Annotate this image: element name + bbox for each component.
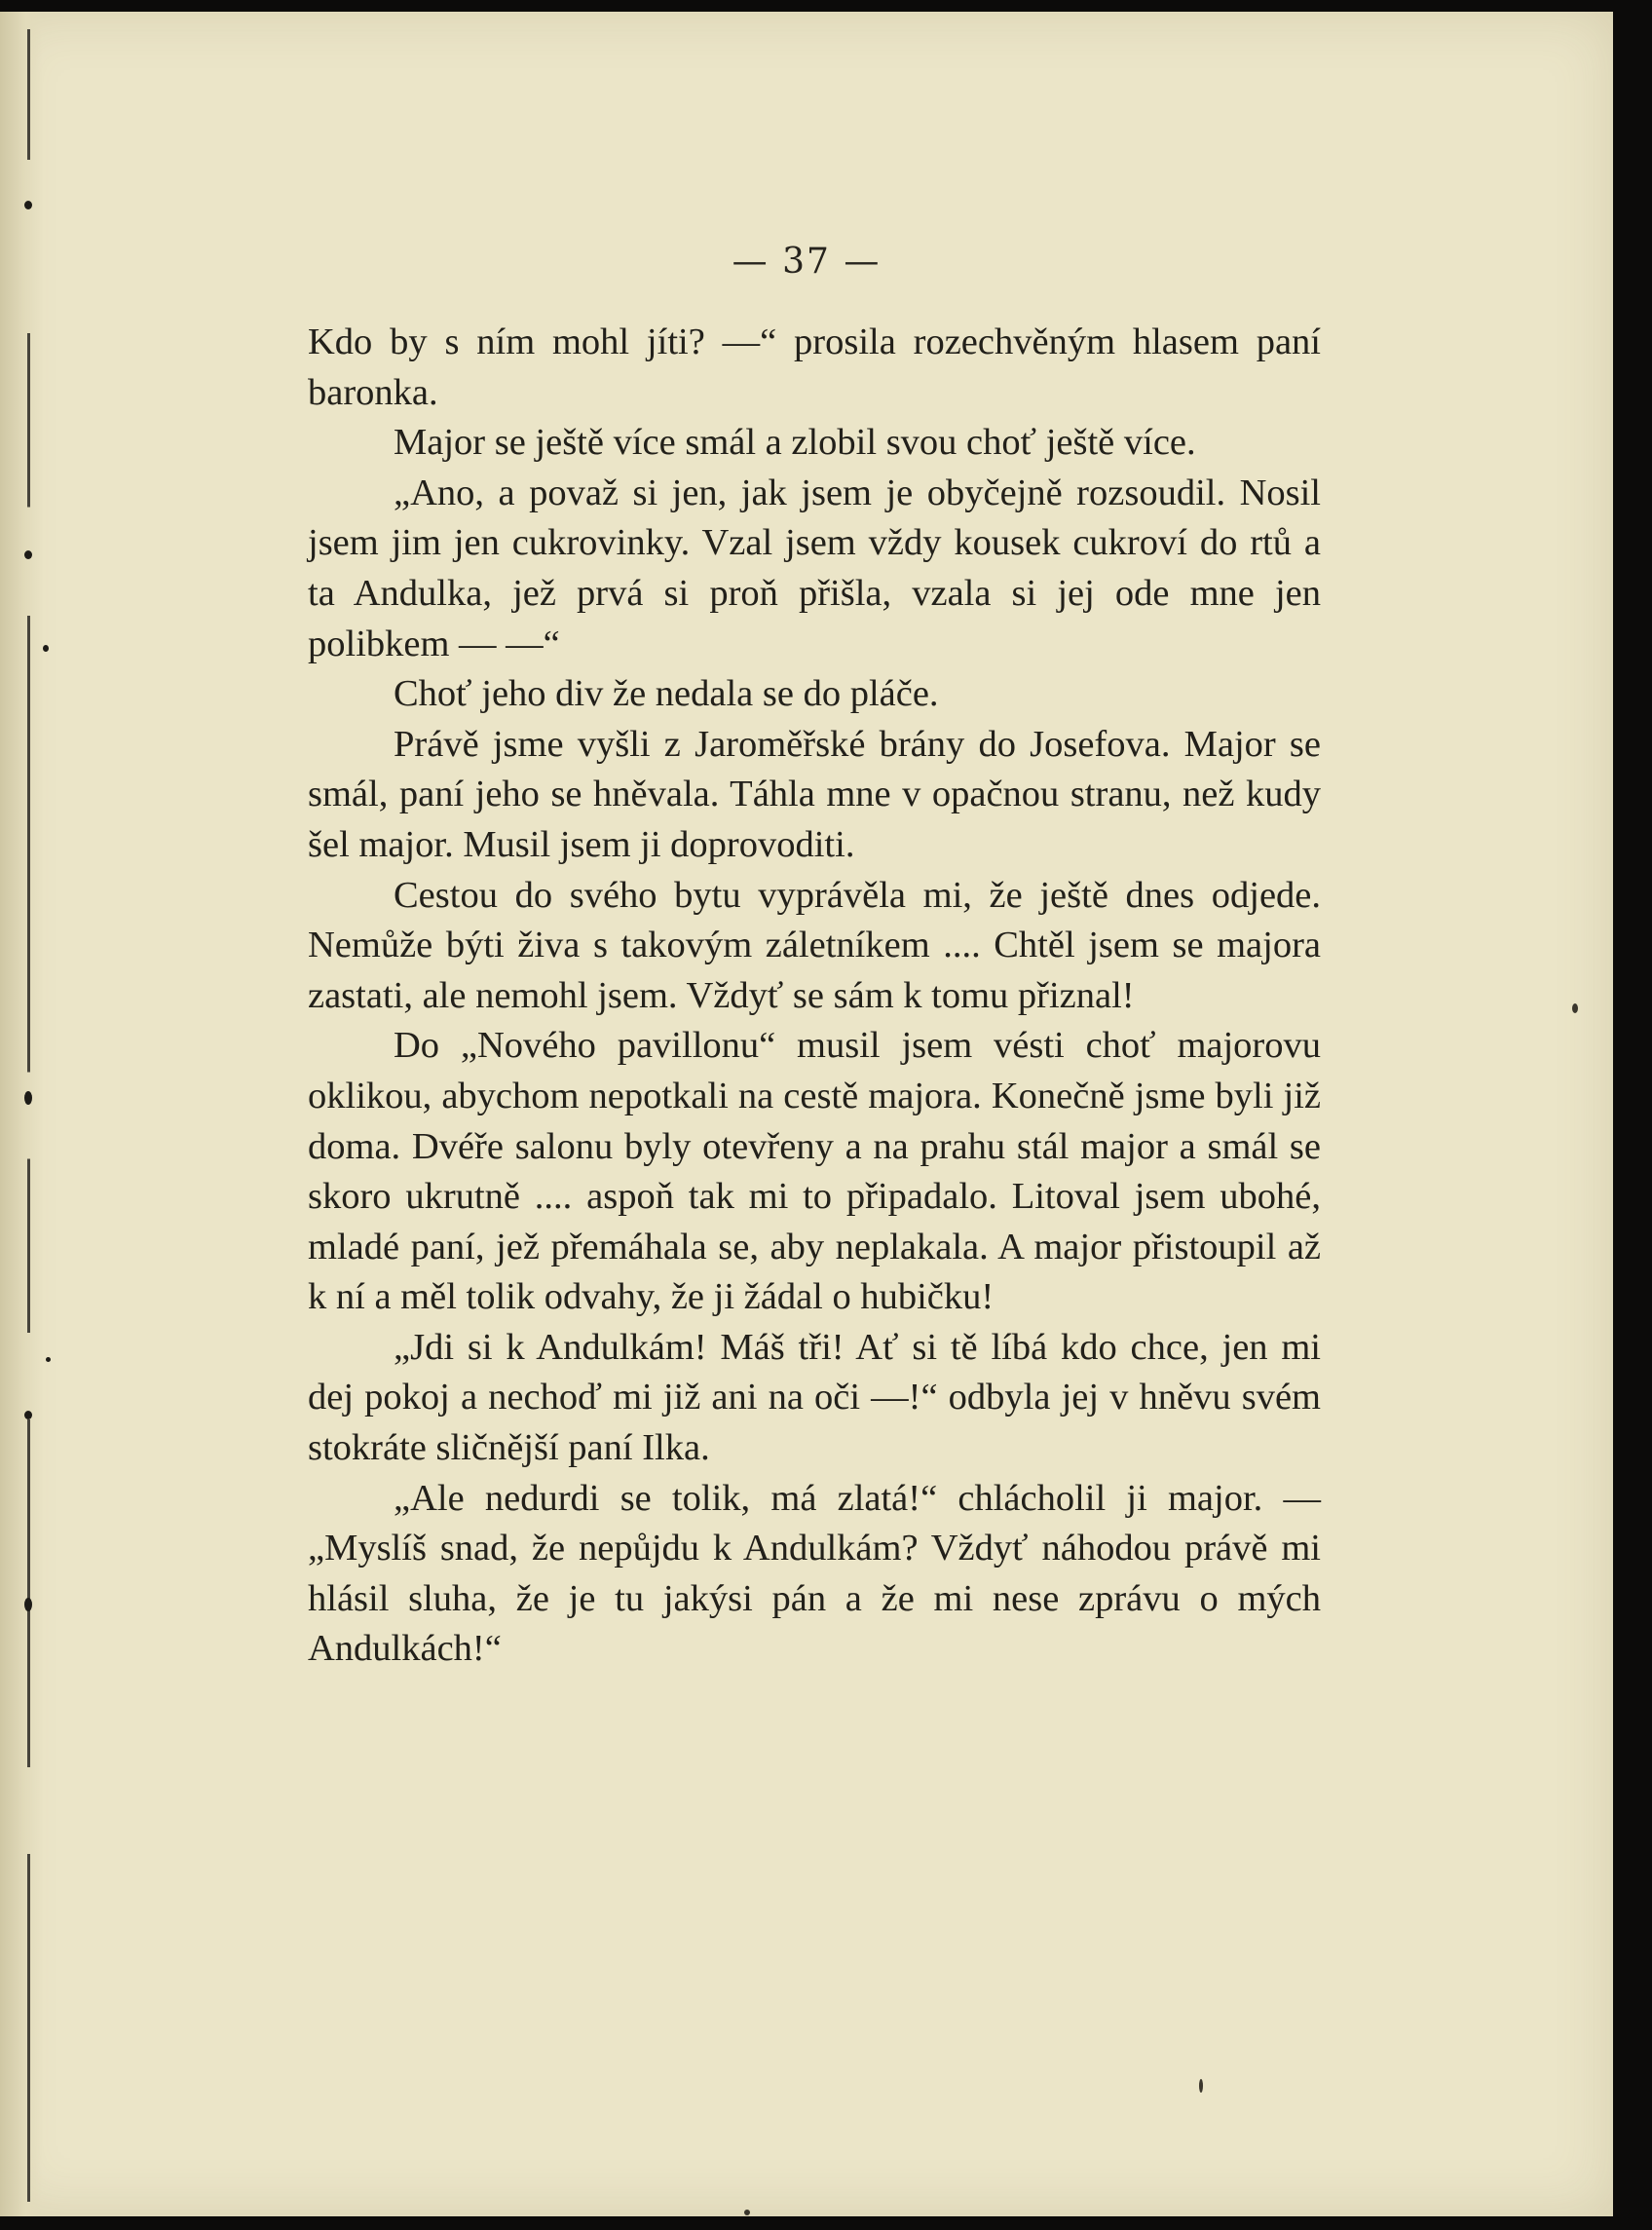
paragraph: „Jdi si k Andulkám! Máš tři! Ať si tě líbá kdo chce, jen mi dej pokoj a nechoď mi již ani na oči —!“ odbyla jej v hněvu svém stokráte sličnější paní Ilka. — [308, 1326, 1321, 1469]
binding-mark — [24, 550, 32, 559]
paper-speck — [1572, 1003, 1578, 1013]
binding-mark — [24, 1598, 32, 1611]
paragraph: Cestou do svého bytu vyprávěla mi, že ještě dnes odjede. Nemůže býti živa s takovým záletníkem .... Chtěl jsem se majora zastati, ale nemohl jsem. Vždyť se sám k tomu přiznal! — [308, 874, 1321, 1016]
binding-mark — [46, 1357, 51, 1362]
paragraph: Major se ještě více smál a zlobil svou choť ještě více. — [394, 422, 1196, 464]
paper-speck — [744, 2210, 750, 2215]
paragraph: Do „Nového pavillonu“ musil jsem vésti choť majorovu oklikou, abychom nepotkali na cestě majora. Konečně jsme byli již doma. Dvéře salonu byly otevřeny a na prahu stál major a smál se skoro ukrutně .... aspoň tak mi to připadalo. Litoval jsem ubohé, mladé paní, jež přemáhala se, aby neplakala. A major přistoupil až k ní a měl tolik odvahy, že ji žádal o hubičku! — [308, 1025, 1321, 1318]
paragraph: „Ale nedurdi se tolik, má zlatá!“ chlácholil ji major. — „Myslíš snad, že nepůjdu k Andulkám? Vždyť náhodou právě mi hlásil sluha, že je tu jakýsi pán a že mi nese zprávu o mých Andulkách!“ — [308, 1477, 1321, 1670]
binding-stitch-line — [27, 29, 30, 2202]
binding-mark — [24, 201, 32, 209]
binding-mark — [24, 1091, 32, 1105]
binding-mark — [43, 645, 49, 652]
body-text — [308, 318, 1321, 1675]
binding-mark — [24, 1411, 32, 1419]
paper-speck — [1199, 2079, 1203, 2093]
paragraph: „Ano, a považ si jen, jak jsem je obyčejně rozsoudil. Nosil jsem jim jen cukrovinky. Vzal jsem vždy kousek cukroví do rtů a ta Andulka, jež prvá si proň přišla, vzala si jej ode mne jen polibkem — —“ — [308, 472, 1321, 664]
paragraph: Choť jeho div že nedala se do pláče. — [394, 673, 939, 715]
paragraph: Kdo by s ním mohl jíti? —“ prosila rozechvěným hlasem paní baronka. — [308, 321, 1321, 413]
paragraph: Právě jsme vyšli z Jaroměřské brány do Josefova. Major se smál, paní jeho se hněvala. Táhla mne v opačnou stranu, než kudy šel major. Musil jsem ji doprovoditi. — [308, 723, 1321, 865]
binding-edge — [0, 12, 43, 2216]
page-number: — 37 — — [732, 242, 882, 282]
